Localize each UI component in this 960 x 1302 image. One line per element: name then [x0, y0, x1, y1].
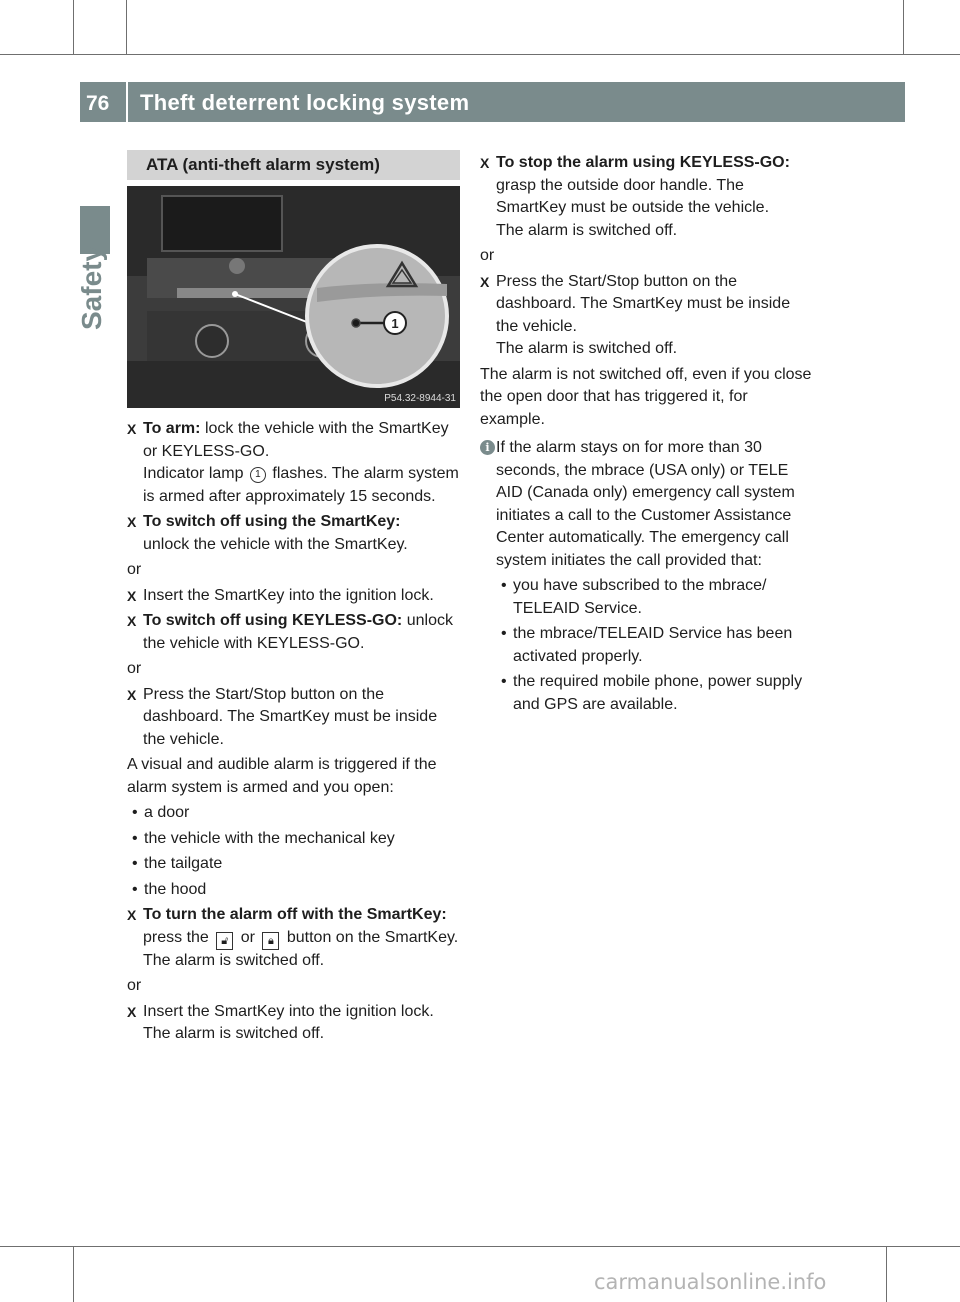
step-text: The alarm is switched off. — [143, 951, 325, 969]
step-text: unlock the vehicle with KEYLESS-GO. — [143, 612, 453, 652]
step-text: or — [240, 928, 255, 946]
crop-mark — [886, 1246, 887, 1302]
step-text: Indicator lamp — [143, 465, 244, 482]
step-text: lock the vehicle with the SmartKey or KEYLESS-GO. — [143, 420, 449, 460]
callout-number: 1 — [391, 316, 399, 331]
watermark: carmanualsonline.info — [594, 1270, 827, 1294]
trigger-paragraph: A visual and audible alarm is triggered if the alarm system is armed and you open: — [127, 756, 437, 796]
list-item: • you have subscribed to the mbrace/ TELEAID Service. — [501, 577, 767, 617]
step-arm — [127, 418, 460, 508]
step-text: grasp the outside door handle. The SmartKey must be outside the vehicle. — [496, 176, 770, 216]
step-press-start-2 — [480, 271, 815, 361]
step-marker-icon: X — [127, 421, 137, 437]
step-text: Insert the SmartKey into the ignition lock. — [143, 1002, 434, 1020]
unlock-icon: 🔓︎ — [216, 932, 233, 950]
crop-mark — [73, 0, 74, 54]
step-marker-icon: X — [127, 514, 137, 530]
list-item: • the mbrace/TELEAID Service has been activated properly. — [501, 625, 793, 665]
header-divider — [126, 82, 128, 122]
step-text: unlock the vehicle with the SmartKey. — [143, 535, 408, 553]
step-label: To arm: — [143, 420, 201, 437]
crop-mark — [73, 1246, 74, 1302]
step-text: The alarm is switched off. — [496, 221, 678, 239]
step-marker-icon: X — [127, 1003, 137, 1020]
list-item: • the required mobile phone, power supply and GPS are available. — [501, 673, 803, 713]
list-item: • a door — [132, 804, 190, 821]
or-text: or — [127, 977, 142, 994]
step-switch-off-keyless — [127, 610, 460, 655]
section-heading: ATA (anti-theft alarm system) — [127, 150, 460, 180]
info-text: If the alarm stays on for more than 30 seconds, the mbrace (USA only) or TELE AID (Canada only) emergency call system initiates a call to the Customer Assistance Center automatically. The emergency call system initiates the call provided that: — [496, 439, 795, 569]
info-note — [480, 437, 815, 572]
crop-mark — [126, 0, 127, 54]
right-column — [480, 152, 815, 719]
step-text: Press the Start/Stop button on the dashboard. The SmartKey must be inside the vehicle. — [143, 685, 438, 748]
chapter-label: Safety — [76, 245, 107, 330]
callout-ref-icon: 1 — [250, 467, 266, 483]
info-icon: i — [480, 440, 495, 455]
step-marker-icon: X — [127, 587, 137, 604]
step-marker-icon: X — [127, 907, 137, 923]
step-text: The alarm is switched off. — [496, 340, 678, 357]
step-press-start — [127, 684, 460, 752]
page-title: Theft deterrent locking system — [140, 90, 470, 115]
page-number: 76 — [86, 92, 110, 115]
step-text: The alarm is switched off. — [143, 1025, 325, 1042]
not-off-paragraph: The alarm is not switched off, even if you close the open door that has triggered it, for example. — [480, 365, 812, 428]
dashboard-photo — [127, 186, 460, 408]
or-text: or — [480, 247, 495, 264]
step-stop-keyless — [480, 152, 815, 242]
list-item: • the vehicle with the mechanical key — [132, 829, 395, 847]
step-label: To switch off using the SmartKey: — [143, 513, 401, 530]
step-insert-key — [127, 585, 460, 608]
crop-mark — [0, 54, 960, 55]
step-text: Press the Start/Stop button on the dashboard. The SmartKey must be inside the vehicle. — [496, 272, 791, 335]
step-text: Insert the SmartKey into the ignition lock. — [143, 586, 434, 604]
or-text: or — [127, 561, 142, 578]
step-label: To switch off using KEYLESS-GO: — [143, 612, 403, 629]
lock-icon: 🔒︎ — [262, 932, 279, 950]
step-insert-key-2 — [127, 1001, 460, 1046]
step-marker-icon: X — [480, 155, 490, 171]
list-item: • the tailgate — [132, 855, 223, 872]
step-text: button on the SmartKey. — [286, 928, 459, 946]
step-text: flashes. The alarm system is armed after approximately 15 seconds. — [143, 465, 459, 505]
step-marker-icon: X — [127, 686, 137, 703]
crop-mark — [903, 0, 904, 54]
step-turn-off-smartkey — [127, 904, 460, 972]
figure-caption: P54.32-8944-31 — [384, 393, 456, 404]
step-text: press the — [143, 928, 209, 946]
step-marker-icon: X — [480, 273, 490, 290]
step-marker-icon: X — [127, 613, 137, 629]
crop-mark — [0, 1246, 960, 1247]
or-text: or — [127, 660, 142, 677]
left-column — [127, 150, 460, 1049]
list-item: • the hood — [132, 880, 207, 898]
step-switch-off-smartkey — [127, 511, 460, 556]
step-label: To stop the alarm using KEYLESS-GO: — [496, 154, 790, 171]
step-label: To turn the alarm off with the SmartKey: — [143, 906, 447, 923]
